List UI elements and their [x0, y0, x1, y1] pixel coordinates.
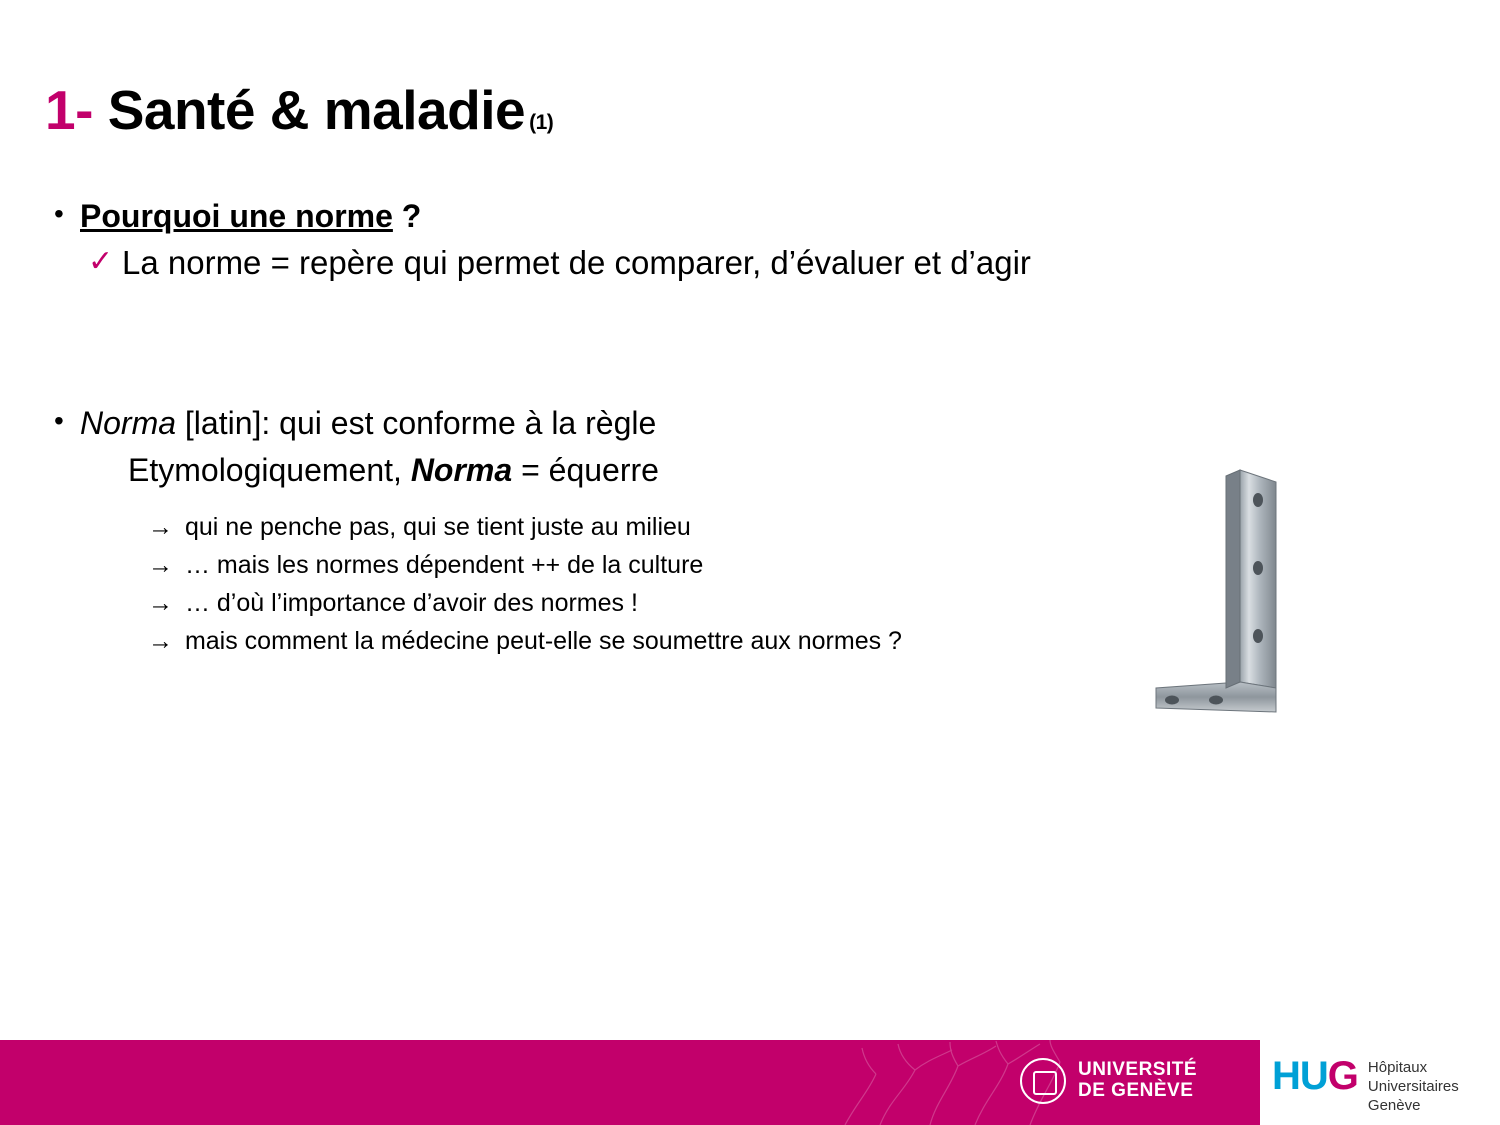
- arrow-icon: →: [148, 513, 173, 542]
- unige-seal-icon: [1020, 1058, 1066, 1104]
- etymology-line: [128, 449, 1220, 492]
- hug-letter-g: G: [1327, 1054, 1358, 1098]
- list-item-text: … mais les normes dépendent ++ de la culture: [184, 551, 704, 580]
- etymology-prefix: Etymologiquement,: [128, 451, 411, 488]
- hug-logo: [1272, 1056, 1459, 1115]
- norma-definition-line: [80, 403, 1220, 443]
- hug-line3: Genève: [1367, 1096, 1421, 1114]
- list-item-text: qui ne penche pas, qui se tient juste au milieu: [184, 513, 691, 542]
- bullet-heading: Pourquoi une norme: [80, 198, 393, 234]
- spacer-small: [40, 492, 1220, 508]
- bullet-text: [80, 196, 1220, 236]
- bullet-marker: •: [54, 198, 64, 229]
- list-item: [148, 584, 1220, 622]
- hug-line1: Hôpitaux: [1367, 1059, 1428, 1076]
- hug-subtitle: [1368, 1056, 1459, 1115]
- bullet-marker: •: [54, 404, 64, 436]
- metal-angle-bracket-photo: [1148, 460, 1308, 720]
- vertical-spacer: [40, 285, 1220, 403]
- list-item-text: mais comment la médecine peut-elle se soumettre aux normes ?: [184, 627, 902, 656]
- arrow-icon: →: [148, 627, 173, 656]
- arrow-icon: →: [148, 589, 173, 618]
- unige-logo: [1020, 1058, 1197, 1104]
- title-superscript: (1): [529, 111, 554, 134]
- title-main: Santé & maladie: [107, 79, 526, 141]
- hug-wordmark-icon: [1272, 1056, 1358, 1096]
- bullet-item-norma: [40, 403, 1220, 443]
- norma-term: Norma: [80, 404, 177, 441]
- list-item-text: … d’où l’importance d’avoir des normes !: [184, 589, 638, 618]
- page-title: [45, 78, 553, 142]
- etymology-rest: = équerre: [512, 451, 659, 488]
- unige-line2: DE GENÈVE: [1078, 1080, 1194, 1101]
- list-item: [148, 508, 1220, 546]
- arrow-icon: →: [148, 551, 173, 580]
- hug-letter-h: H: [1272, 1054, 1300, 1098]
- hug-letter-u: U: [1299, 1054, 1328, 1098]
- list-item: [148, 546, 1220, 584]
- slide-footer: [0, 1040, 1500, 1125]
- unige-wordmark: [1078, 1060, 1197, 1102]
- checkmark-icon: ✓: [88, 245, 114, 278]
- hug-line2: Universitaires: [1367, 1077, 1459, 1095]
- title-number: 1-: [45, 79, 93, 141]
- bullet-heading-suffix: ?: [392, 198, 422, 234]
- bullet-item-pourquoi: [40, 196, 1220, 236]
- list-item: [148, 622, 1220, 660]
- footer-color-bar: [0, 1040, 1260, 1125]
- sub-bullet-norme-repere: [88, 242, 1220, 285]
- norma-definition-rest: [latin]: qui est conforme à la règle: [176, 404, 657, 441]
- unige-line1: UNIVERSITÉ: [1078, 1059, 1198, 1081]
- norma-term-2: Norma: [410, 451, 513, 488]
- slide-body: [40, 196, 1220, 660]
- sub-bullet-text: La norme = repère qui permet de comparer, d’évaluer et d’agir: [122, 244, 1031, 281]
